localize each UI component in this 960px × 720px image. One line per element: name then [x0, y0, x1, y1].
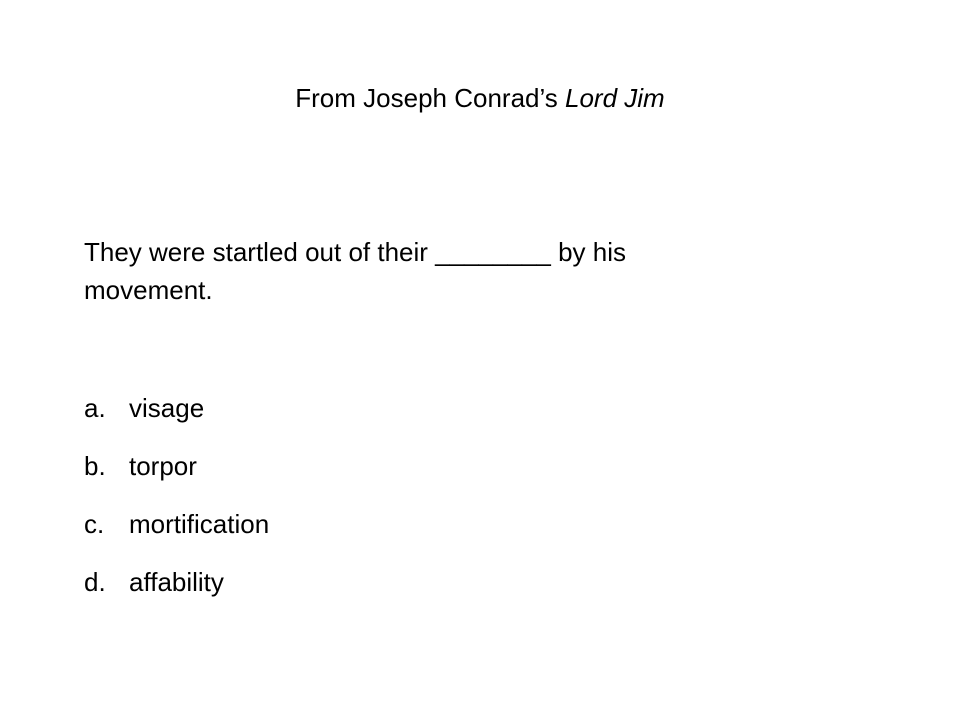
question-line-1: They were startled out of their ________ by his	[84, 237, 626, 267]
title-work: Lord Jim	[565, 83, 665, 113]
option-text: mortification	[129, 509, 270, 539]
slide-title	[0, 80, 960, 116]
answer-options	[84, 389, 269, 621]
option-letter: d.	[84, 567, 106, 597]
option-text: affability	[129, 567, 224, 597]
option-c	[84, 505, 269, 543]
option-letter: c.	[84, 509, 105, 539]
option-text: visage	[129, 393, 205, 423]
option-text: torpor	[129, 451, 197, 481]
option-d	[84, 563, 269, 601]
option-a	[84, 389, 269, 427]
option-letter: a.	[84, 393, 106, 423]
option-letter: b.	[84, 451, 106, 481]
question-text	[84, 233, 784, 309]
title-prefix: From Joseph Conrad’s	[295, 83, 566, 113]
question-line-2: movement.	[84, 275, 213, 305]
option-b	[84, 447, 269, 485]
